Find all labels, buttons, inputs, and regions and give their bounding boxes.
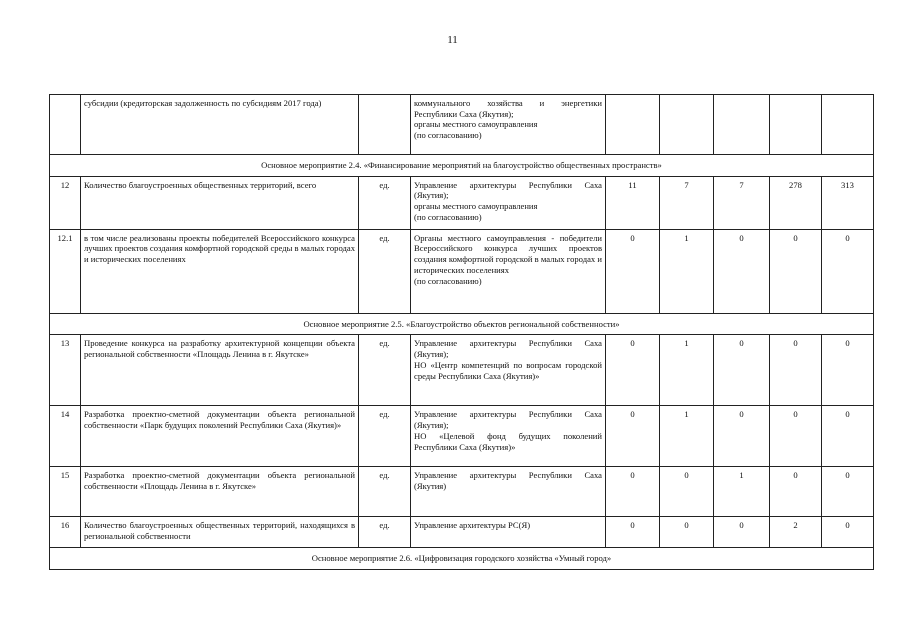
cell-value: 0 <box>770 229 822 313</box>
cell-value: 11 <box>606 176 660 229</box>
cell-name: Разработка проектно-сметной документации объекта региональной собственности «Площадь Ленина в г. Якутске» <box>81 467 359 517</box>
cell-responsible: Органы местного самоуправления - победители Всероссийского конкурса лучших проектов создания комфортной городской в малых городах и исторических поселениях (по согласованию) <box>411 229 606 313</box>
cell-num: 15 <box>50 467 81 517</box>
cell-responsible: Управление архитектуры РС(Я) <box>411 517 606 548</box>
cell-value: 0 <box>770 335 822 406</box>
cell-value: 1 <box>660 229 714 313</box>
cell-value <box>606 95 660 155</box>
cell-responsible: Управление архитектуры Республики Саха (Якутия); НО «Целевой фонд будущих поколений Республики Саха (Якутия)» <box>411 406 606 467</box>
cell-value <box>714 95 770 155</box>
cell-unit: ед. <box>359 335 411 406</box>
table-row <box>50 229 874 313</box>
table-row <box>50 517 874 548</box>
cell-unit <box>359 95 411 155</box>
cell-value: 0 <box>714 229 770 313</box>
cell-num: 12.1 <box>50 229 81 313</box>
cell-value: 0 <box>714 406 770 467</box>
cell-value: 7 <box>660 176 714 229</box>
cell-value: 0 <box>822 406 874 467</box>
indicators-table <box>49 94 874 570</box>
cell-value: 313 <box>822 176 874 229</box>
cell-name: Проведение конкурса на разработку архитектурной концепции объекта региональной собственности «Площадь Ленина в г. Якутске» <box>81 335 359 406</box>
table-row <box>50 467 874 517</box>
cell-unit: ед. <box>359 406 411 467</box>
cell-num: 14 <box>50 406 81 467</box>
cell-value: 0 <box>822 517 874 548</box>
cell-value: 0 <box>606 517 660 548</box>
cell-value: 0 <box>606 335 660 406</box>
cell-unit: ед. <box>359 517 411 548</box>
cell-name: в том числе реализованы проекты победителей Всероссийского конкурса лучших проектов создания комфортной городской среды в малых городах и исторических поселениях <box>81 229 359 313</box>
cell-name: Количество благоустроенных общественных территорий, всего <box>81 176 359 229</box>
cell-value: 0 <box>770 467 822 517</box>
cell-responsible: Управление архитектуры Республики Саха (Якутия) <box>411 467 606 517</box>
cell-value <box>770 95 822 155</box>
cell-value: 278 <box>770 176 822 229</box>
cell-value: 0 <box>822 467 874 517</box>
cell-value: 0 <box>822 335 874 406</box>
cell-value: 0 <box>606 406 660 467</box>
cell-value: 0 <box>660 467 714 517</box>
cell-responsible: коммунального хозяйства и энергетики Республики Саха (Якутия); органы местного самоуправления (по согласованию) <box>411 95 606 155</box>
table-row <box>50 335 874 406</box>
cell-num: 13 <box>50 335 81 406</box>
cell-unit: ед. <box>359 176 411 229</box>
cell-value: 0 <box>606 467 660 517</box>
cell-num: 12 <box>50 176 81 229</box>
cell-value: 0 <box>770 406 822 467</box>
cell-value: 0 <box>606 229 660 313</box>
cell-name: Количество благоустроенных общественных территорий, находящихся в региональной собственности <box>81 517 359 548</box>
table-row <box>50 176 874 229</box>
cell-num: 16 <box>50 517 81 548</box>
section-heading-2-4: Основное мероприятие 2.4. «Финансирование мероприятий на благоустройство общественных пространств» <box>50 155 874 177</box>
section-heading-2-5: Основное мероприятие 2.5. «Благоустройство объектов региональной собственности» <box>50 313 874 335</box>
section-row <box>50 548 874 570</box>
cell-value <box>660 95 714 155</box>
cell-num <box>50 95 81 155</box>
cell-name: субсидии (кредиторская задолженность по субсидиям 2017 года) <box>81 95 359 155</box>
table-row-continuation <box>50 95 874 155</box>
table-row <box>50 406 874 467</box>
cell-value: 0 <box>660 517 714 548</box>
cell-unit: ед. <box>359 467 411 517</box>
cell-value: 1 <box>660 406 714 467</box>
cell-value <box>822 95 874 155</box>
cell-value: 0 <box>822 229 874 313</box>
cell-unit: ед. <box>359 229 411 313</box>
section-heading-2-6: Основное мероприятие 2.6. «Цифровизация городского хозяйства «Умный город» <box>50 548 874 570</box>
cell-value: 1 <box>714 467 770 517</box>
page-number: 11 <box>447 34 458 46</box>
cell-name: Разработка проектно-сметной документации объекта региональной собственности «Парк будущих поколений Республики Саха (Якутия)» <box>81 406 359 467</box>
cell-value: 1 <box>660 335 714 406</box>
cell-responsible: Управление архитектуры Республики Саха (Якутия); НО «Центр компетенций по вопросам городской среды Республики Саха (Якутия)» <box>411 335 606 406</box>
cell-value: 0 <box>714 335 770 406</box>
cell-responsible: Управление архитектуры Республики Саха (Якутия); органы местного самоуправления (по согласованию) <box>411 176 606 229</box>
section-row <box>50 155 874 177</box>
cell-value: 2 <box>770 517 822 548</box>
cell-value: 7 <box>714 176 770 229</box>
cell-value: 0 <box>714 517 770 548</box>
section-row <box>50 313 874 335</box>
